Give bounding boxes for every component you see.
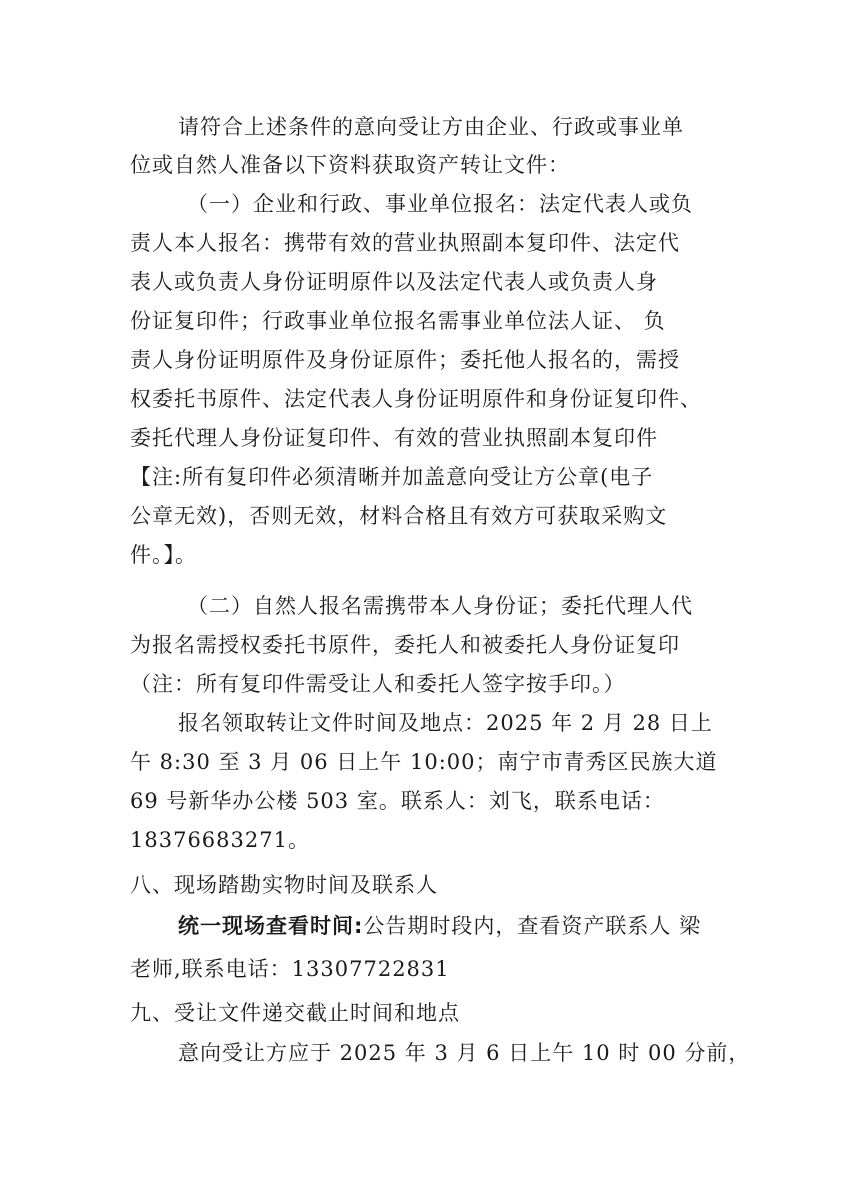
item-one-line-8: 【注:所有复印件必须清晰并加盖意向受让方公章(电子 — [130, 465, 654, 489]
section-nine-line-1: 意向受让方应于 2025 年 3 月 6 日上午 10 时 00 分前， — [178, 1041, 751, 1065]
registration-line-1: 报名领取转让文件时间及地点：2025 年 2 月 28 日上 — [178, 711, 713, 735]
intro-line-1: 请符合上述条件的意向受让方由企业、行政或事业单 — [178, 115, 684, 139]
item-one-line-6: 权委托书原件、法定代表人身份证明原件和身份证复印件、 — [130, 387, 702, 411]
registration-line-4: 18376683271。 — [130, 828, 310, 852]
registration-line-3: 69 号新华办公楼 503 室。联系人：刘飞，联系电话： — [130, 789, 665, 813]
site-visit-text: 公告期时段内，查看资产联系人 梁 — [363, 914, 702, 938]
item-one-line-1: （一）企业和行政、事业单位报名：法定代表人或负 — [187, 192, 693, 216]
item-one-line-2: 责人本人报名：携带有效的营业执照副本复印件、法定代 — [130, 231, 680, 255]
item-one-line-5: 责人身份证明原件及身份证原件；委托他人报名的，需授 — [130, 348, 680, 372]
section-nine-heading: 九、受让文件递交截止时间和地点 — [130, 1001, 460, 1025]
section-eight-line-1 — [178, 911, 701, 941]
item-one-line-10: 件。】。 — [130, 543, 197, 567]
section-eight-line-2: 老师,联系电话：13307722831 — [130, 957, 450, 981]
intro-line-2: 位或自然人准备以下资料获取资产转让文件： — [130, 153, 570, 177]
item-two-line-2: 为报名需授权委托书原件，委托人和被委托人身份证复印 — [130, 633, 680, 657]
section-eight-heading: 八、现场踏勘实物时间及联系人 — [130, 873, 438, 897]
item-one-line-7: 委托代理人身份证复印件、有效的营业执照副本复印件 — [130, 426, 658, 450]
registration-line-2: 午 8:30 至 3 月 06 日上午 10:00；南宁市青秀区民族大道 — [130, 750, 718, 774]
item-two-line-1: （二）自然人报名需携带本人身份证；委托代理人代 — [187, 594, 693, 618]
item-one-line-3: 表人或负责人身份证明原件以及法定代表人或负责人身 — [130, 270, 658, 294]
item-one-line-9: 公章无效)，否则无效，材料合格且有效方可获取采购文 — [130, 504, 668, 528]
site-visit-label: 统一现场查看时间: — [178, 914, 364, 938]
item-two-line-3: （注：所有复印件需受让人和委托人签字按手印。） — [130, 672, 626, 696]
item-one-line-4: 份证复印件；行政事业单位报名需事业单位法人证、 负 — [130, 309, 666, 333]
